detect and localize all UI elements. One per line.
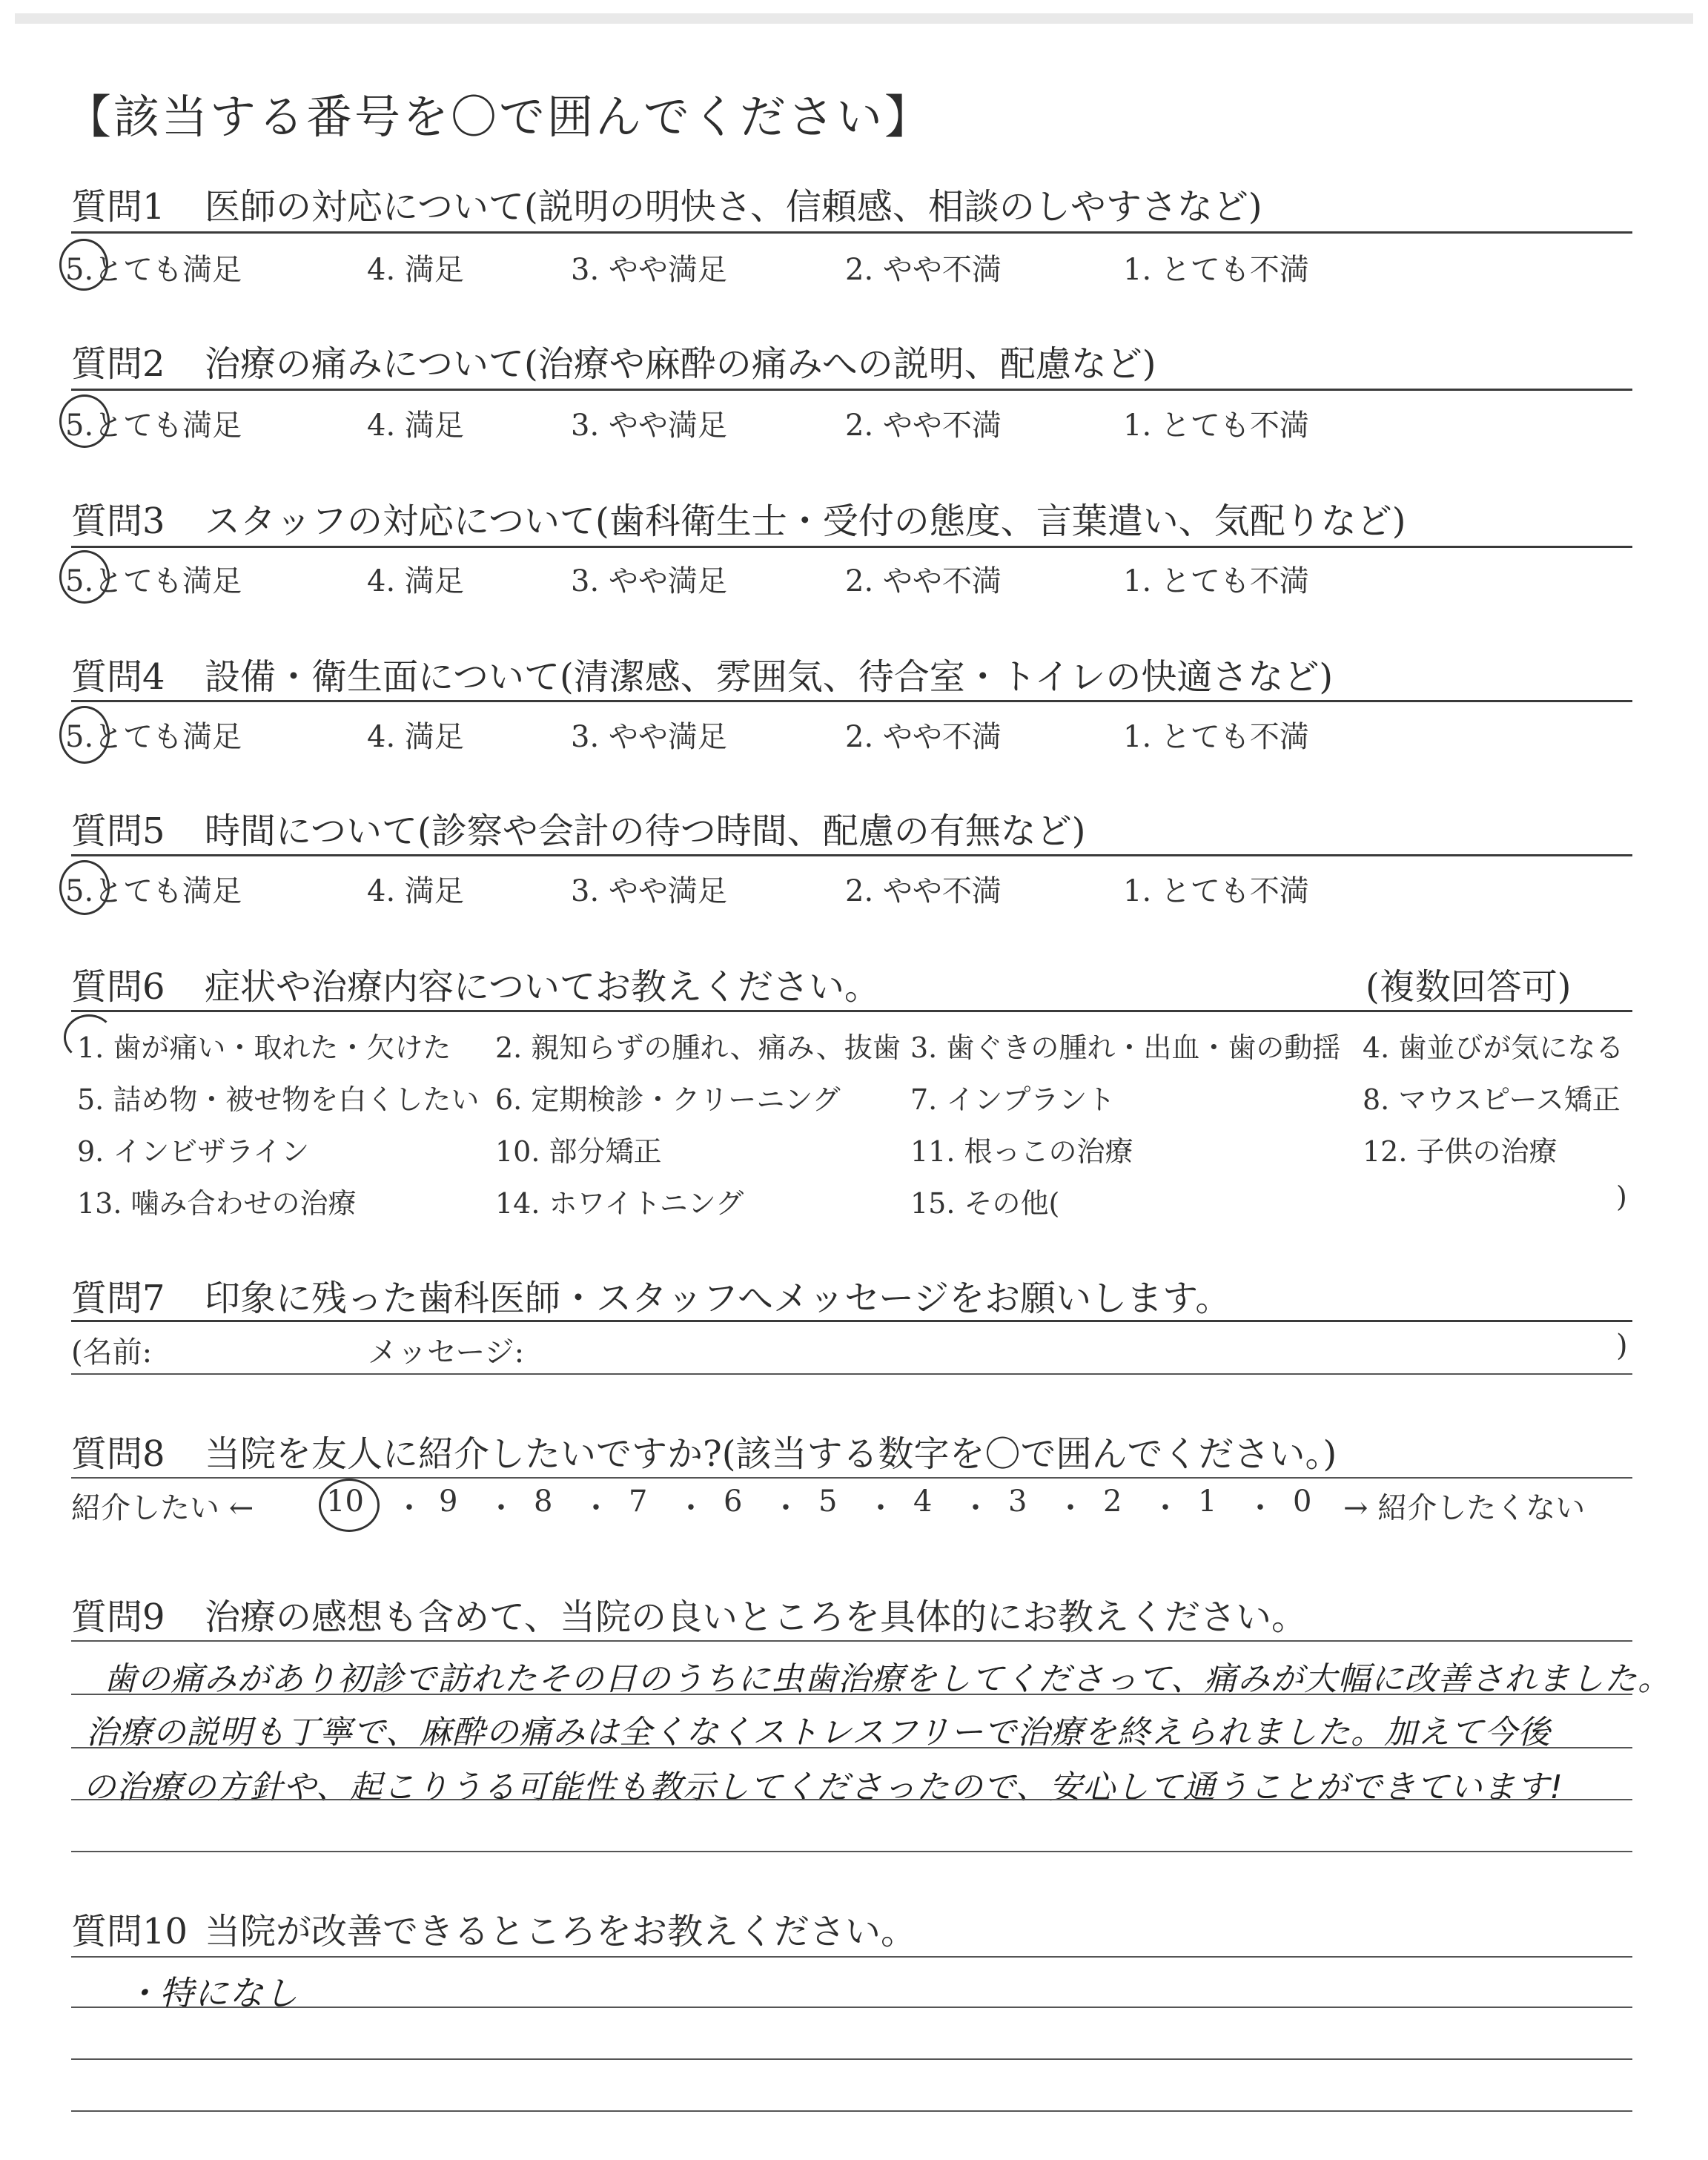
q3-option-3[interactable]: 3. やや満足 <box>571 564 727 598</box>
scale-8[interactable]: 8 <box>534 1484 553 1519</box>
question-text: 当院が改善できるところをお教えください。 <box>205 1911 917 1952</box>
question-number: 質問2 <box>71 343 165 385</box>
q3-option-2[interactable]: 2. やや不満 <box>845 564 1002 598</box>
selection-circle <box>59 239 108 291</box>
q4-option-4[interactable]: 4. 満足 <box>367 720 464 754</box>
page-title: 【該当する番号を〇で囲んでください】 <box>65 90 933 144</box>
question-text: 症状や治療内容についてお教えください。 <box>205 966 881 1008</box>
question-number: 質問8 <box>71 1433 165 1475</box>
other-close-paren: ) <box>1616 1180 1627 1213</box>
question-number: 質問7 <box>71 1278 165 1319</box>
handwritten-answer-line: の治療の方針や、起こりうる可能性も教示してくださったので、安心して通うことができています! <box>83 1768 1563 1806</box>
question-9 <box>71 1588 1307 1639</box>
scale-10[interactable]: 10 <box>326 1484 364 1519</box>
divider <box>71 700 1632 702</box>
q1-option-1[interactable]: 1. とても不満 <box>1123 253 1309 287</box>
divider <box>71 389 1632 391</box>
q2-option-2[interactable]: 2. やや不満 <box>845 409 1002 443</box>
q6-option-15[interactable]: 15. その他( <box>910 1187 1060 1220</box>
handwritten-answer-line: 治療の説明も丁寧で、麻酔の痛みは全くなくストレスフリーで治療を終えられました。加えて今後 <box>86 1714 1552 1751</box>
q3-option-4[interactable]: 4. 満足 <box>367 564 464 598</box>
q3-option-5[interactable]: 5.とても満足 <box>65 564 242 598</box>
question-number: 質問9 <box>71 1596 165 1638</box>
question-6 <box>71 958 880 1009</box>
scale-dot: ・ <box>676 1491 706 1525</box>
answer-line <box>71 1851 1632 1852</box>
question-text: 時間について(診察や会計の待つ時間、配慮の有無など) <box>205 810 1086 852</box>
q3-option-1[interactable]: 1. とても不満 <box>1123 564 1309 598</box>
divider <box>71 231 1632 234</box>
message-line <box>71 1373 1632 1375</box>
scale-dot: ・ <box>1056 1491 1085 1525</box>
q4-option-5[interactable]: 5.とても満足 <box>65 720 242 754</box>
question-text: 当院を友人に紹介したいですか?(該当する数字を〇で囲んでください。) <box>205 1433 1337 1475</box>
q6-option-4[interactable]: 4. 歯並びが気になる <box>1363 1031 1624 1064</box>
question-text: 治療の感想も含めて、当院の良いところを具体的にお教えください。 <box>205 1596 1308 1638</box>
q6-option-13[interactable]: 13. 噛み合わせの治療 <box>77 1187 357 1220</box>
question-number: 質問3 <box>71 501 165 542</box>
question-7 <box>71 1269 1231 1321</box>
scale-dot: ・ <box>771 1491 801 1525</box>
question-number: 質問6 <box>71 966 165 1008</box>
question-text: 治療の痛みについて(治療や麻酔の痛みへの説明、配慮など) <box>205 343 1156 385</box>
question-number: 質問4 <box>71 656 165 698</box>
answer-line <box>71 1799 1632 1800</box>
scale-3[interactable]: 3 <box>1008 1484 1027 1519</box>
q5-option-4[interactable]: 4. 満足 <box>367 874 464 908</box>
answer-line <box>71 1640 1632 1642</box>
scale-6[interactable]: 6 <box>724 1484 743 1519</box>
q6-option-8[interactable]: 8. マウスピース矯正 <box>1363 1083 1621 1116</box>
scale-dot: ・ <box>486 1491 516 1525</box>
q2-option-3[interactable]: 3. やや満足 <box>571 409 727 443</box>
multiple-answers-note: (複数回答可) <box>1366 966 1572 1008</box>
recommend-left-label: 紹介したい ← <box>71 1491 254 1525</box>
q2-option-4[interactable]: 4. 満足 <box>367 409 464 443</box>
message-label: メッセージ: <box>368 1335 525 1370</box>
answer-line <box>71 2007 1632 2008</box>
question-text: 印象に残った歯科医師・スタッフへメッセージをお願いします。 <box>205 1278 1231 1319</box>
q6-option-10[interactable]: 10. 部分矯正 <box>495 1135 662 1168</box>
handwritten-answer-line: 歯の痛みがあり初診で訪れたその日のうちに虫歯治療をしてくださって、痛みが大幅に改善されました。 <box>104 1660 1672 1698</box>
question-number: 質問10 <box>71 1911 188 1952</box>
handwritten-answer-line: ・特になし <box>125 1973 299 2013</box>
q6-option-3[interactable]: 3. 歯ぐきの腫れ・出血・歯の動揺 <box>910 1031 1341 1064</box>
answer-line <box>71 1956 1632 1958</box>
question-text: スタッフの対応について(歯科衛生士・受付の態度、言葉遣い、気配りなど) <box>205 501 1406 542</box>
q5-option-3[interactable]: 3. やや満足 <box>571 874 727 908</box>
q1-option-3[interactable]: 3. やや満足 <box>571 253 727 287</box>
question-10 <box>71 1903 916 1954</box>
question-8 <box>71 1425 1337 1476</box>
q1-option-2[interactable]: 2. やや不満 <box>845 253 1002 287</box>
scale-dot: ・ <box>1151 1491 1180 1525</box>
divider <box>71 1477 1632 1479</box>
question-text: 設備・衛生面について(清潔感、雰囲気、待合室・トイレの快適さなど) <box>205 656 1334 698</box>
q6-option-9[interactable]: 9. インビザライン <box>77 1135 310 1168</box>
q6-option-6[interactable]: 6. 定期検診・クリーニング <box>495 1083 841 1116</box>
q2-option-5[interactable]: 5.とても満足 <box>65 409 242 443</box>
q6-option-1[interactable]: 1. 歯が痛い・取れた・欠けた <box>77 1031 451 1064</box>
question-4 <box>71 648 1333 699</box>
scan-top-edge <box>15 13 1693 24</box>
name-label: (名前: <box>71 1335 153 1370</box>
scale-dot: ・ <box>866 1491 896 1525</box>
q5-option-2[interactable]: 2. やや不満 <box>845 874 1002 908</box>
answer-line <box>71 2110 1632 2112</box>
question-1 <box>71 178 1262 229</box>
q6-option-5[interactable]: 5. 詰め物・被せ物を白くしたい <box>77 1083 480 1116</box>
q1-option-4[interactable]: 4. 満足 <box>367 253 464 287</box>
selection-circle <box>59 860 110 915</box>
question-3 <box>71 492 1406 544</box>
q6-option-12[interactable]: 12. 子供の治療 <box>1363 1135 1558 1168</box>
selection-circle <box>59 394 110 448</box>
selection-circle <box>64 1014 114 1060</box>
divider <box>71 546 1632 548</box>
scale-7[interactable]: 7 <box>629 1484 648 1519</box>
q4-option-2[interactable]: 2. やや不満 <box>845 720 1002 754</box>
q2-option-1[interactable]: 1. とても不満 <box>1123 409 1309 443</box>
divider <box>71 1010 1632 1012</box>
answer-line <box>71 1694 1632 1695</box>
question-number: 質問5 <box>71 810 165 852</box>
answer-line <box>71 1747 1632 1748</box>
q6-option-11[interactable]: 11. 根っこの治療 <box>910 1135 1133 1168</box>
q6-option-7[interactable]: 7. インプラント <box>910 1083 1116 1116</box>
q6-option-14[interactable]: 14. ホワイトニング <box>495 1187 744 1220</box>
scale-dot: ・ <box>581 1491 611 1525</box>
question-number: 質問1 <box>71 186 165 228</box>
divider <box>71 1320 1632 1322</box>
scale-0[interactable]: 0 <box>1293 1484 1312 1519</box>
scale-1[interactable]: 1 <box>1198 1484 1217 1519</box>
scale-5[interactable]: 5 <box>818 1484 838 1519</box>
question-text: 医師の対応について(説明の明快さ、信頼感、相談のしやすさなど) <box>205 186 1262 228</box>
scale-4[interactable]: 4 <box>913 1484 933 1519</box>
recommend-right-label: → 紹介したくない <box>1343 1491 1586 1525</box>
scale-2[interactable]: 2 <box>1103 1484 1122 1519</box>
q5-option-1[interactable]: 1. とても不満 <box>1123 874 1309 908</box>
q4-option-3[interactable]: 3. やや満足 <box>571 720 727 754</box>
message-close-paren: ) <box>1616 1329 1628 1363</box>
question-5 <box>71 802 1086 853</box>
selection-circle <box>59 550 110 604</box>
scale-9[interactable]: 9 <box>439 1484 458 1519</box>
q6-option-2[interactable]: 2. 親知らずの腫れ、痛み、抜歯 <box>495 1031 901 1064</box>
scale-dot: ・ <box>961 1491 990 1525</box>
selection-circle <box>319 1479 380 1532</box>
q4-option-1[interactable]: 1. とても不満 <box>1123 720 1309 754</box>
scale-dot: ・ <box>1245 1491 1275 1525</box>
question-2 <box>71 335 1156 386</box>
divider <box>71 854 1632 856</box>
q1-option-5[interactable]: 5.とても満足 <box>65 253 242 287</box>
answer-line <box>71 2058 1632 2060</box>
scale-dot: ・ <box>394 1491 424 1525</box>
selection-circle <box>59 706 110 764</box>
q5-option-5[interactable]: 5.とても満足 <box>65 874 242 908</box>
